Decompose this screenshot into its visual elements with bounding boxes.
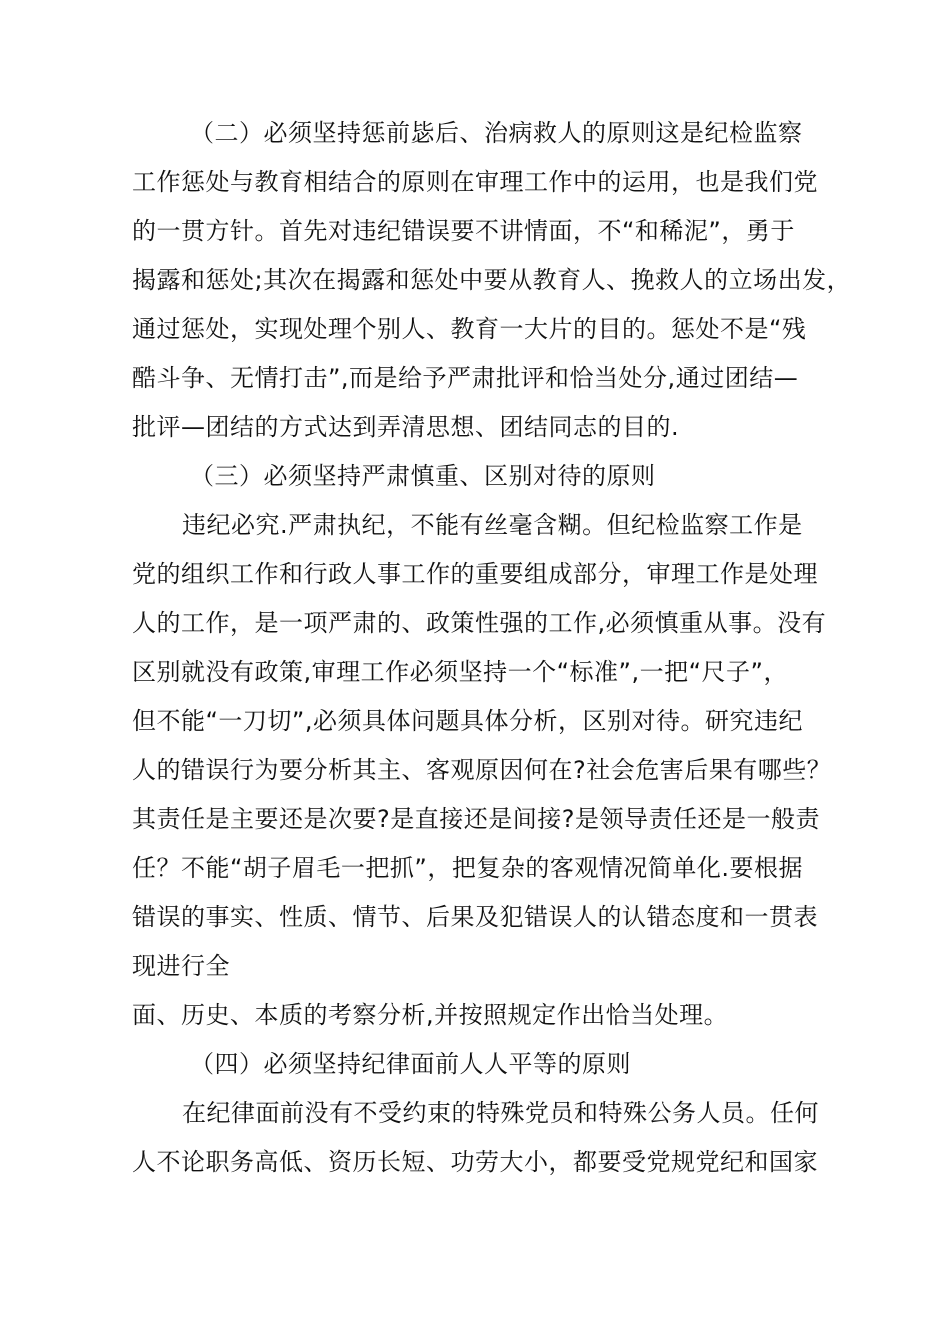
paragraph-line: 其责任是主要还是次要?是直接还是间接?是领导责任还是一般责 [132, 805, 820, 833]
paragraph-line: 人的错误行为要分析其主、客观原因何在?社会危害后果有哪些？ [132, 756, 832, 784]
paragraph-line: 面、历史、本质的考察分析,并按照规定作出恰当处理。 [132, 1001, 729, 1029]
paragraph-line: 通过惩处，实现处理个别人、教育一大片的目的。惩处不是“残 [132, 315, 807, 343]
paragraph-line: 但不能“一刀切”,必须具体问题具体分析，区别对待。研究违纪 [132, 707, 803, 735]
section-heading-4: （四）必须坚持纪律面前人人平等的原则 [190, 1050, 631, 1078]
paragraph-line: 揭露和惩处;其次在揭露和惩处中要从教育人、挽救人的立场出发， [132, 266, 852, 294]
paragraph-line: 人的工作，是一项严肃的、政策性强的工作,必须慎重从事。没有 [132, 609, 827, 637]
paragraph-line: 区别就没有政策,审理工作必须坚持一个“标准”,一把“尺子”， [132, 658, 788, 686]
paragraph-line: 现进行全 [132, 952, 230, 980]
section-heading-3: （三）必须坚持严肃慎重、区别对待的原则 [190, 462, 656, 490]
paragraph-line: 批评—团结的方式达到弄清思想、团结同志的目的. [132, 413, 680, 441]
paragraph-line: 酷斗争、无情打击”,而是给予严肃批评和恰当处分,通过团结— [132, 364, 799, 392]
section-heading-2: （二）必须坚持惩前毖后、治病救人的原则这是纪检监察 [190, 119, 803, 147]
paragraph-line: 错误的事实、性质、情节、后果及犯错误人的认错态度和一贯表 [132, 903, 818, 931]
paragraph-line: 任？不能“胡子眉毛一把抓”，把复杂的客观情况简单化.要根据 [132, 854, 803, 882]
paragraph-line: 人不论职务高低、资历长短、功劳大小，都要受党规党纪和国家 [132, 1148, 818, 1176]
paragraph-line: 的一贯方针。首先对违纪错误要不讲情面，不“和稀泥”，勇于 [132, 217, 795, 245]
paragraph-line: 在纪律面前没有不受约束的特殊党员和特殊公务人员。任何 [182, 1099, 819, 1127]
paragraph-line: 工作惩处与教育相结合的原则在审理工作中的运用，也是我们党 [132, 168, 818, 196]
paragraph-line: 违纪必究.严肃执纪，不能有丝毫含糊。但纪检监察工作是 [182, 511, 803, 539]
paragraph-line: 党的组织工作和行政人事工作的重要组成部分，审理工作是处理 [132, 560, 818, 588]
